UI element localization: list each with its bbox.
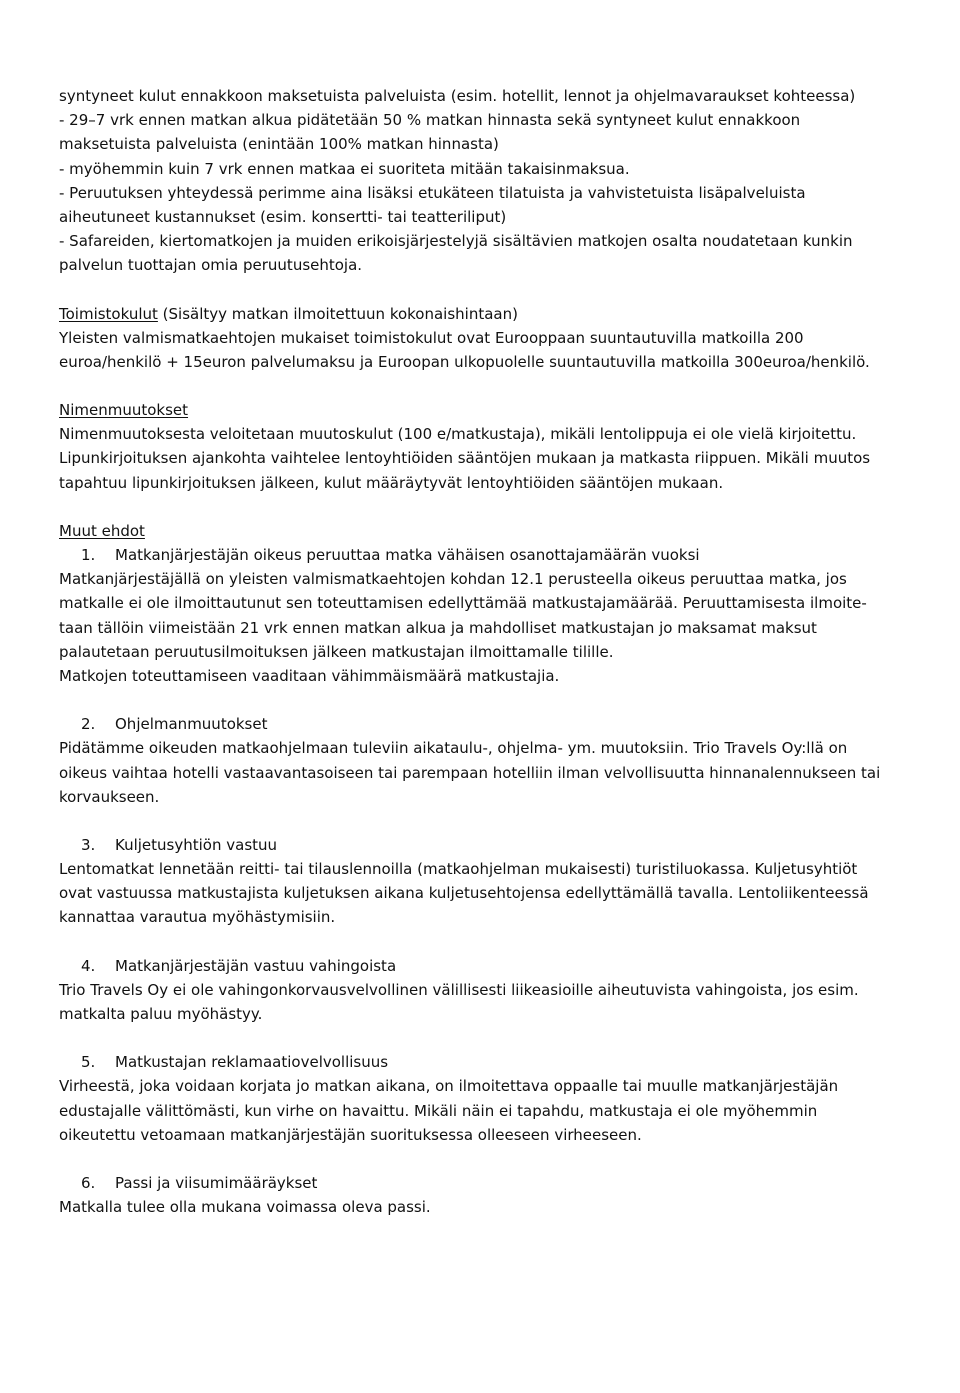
text-line: kannattaa varautua myöhästymisiin. <box>59 908 336 927</box>
numbered-item-title <box>59 1050 901 1074</box>
text-line: syntyneet kulut ennakkoon maksetuista palveluista (esim. hotellit, lennot ja ohjelmavaraukset kohteessa) <box>59 87 856 105</box>
text-line: Trio Travels Oy ei ole vahingonkorvausvelvollinen välillisesti liikeasioille aiheutuvista vahingoista, jos esim. <box>59 980 859 999</box>
text-line: korvaukseen. <box>59 787 160 806</box>
text-line: - myöhemmin kuin 7 vrk ennen matkaa ei suoriteta mitään takaisinmaksua. <box>59 159 630 178</box>
text-line: Matkalla tulee olla mukana voimassa oleva passi. <box>59 1198 431 1217</box>
text-line: - Safareiden, kiertomatkojen ja muiden erikoisjärjestelyjä sisältävien matkojen osalta noudatetaan kunkin <box>59 232 853 251</box>
item-title: Matkanjärjestäjän vastuu vahingoista <box>115 956 397 975</box>
numbered-item-title <box>59 712 901 736</box>
other-terms-section <box>59 519 901 1220</box>
document-page <box>59 84 901 1219</box>
item-number: 3. <box>81 835 96 854</box>
text-line: Pidätämme oikeuden matkaohjelmaan tuleviin aikataulu-, ohjelma- ym. muutoksiin. Trio Travels Oy:llä on <box>59 739 848 758</box>
text-line: palvelun tuottajan omia peruutusehtoja. <box>59 256 363 275</box>
spacer <box>59 495 901 519</box>
text-line: Matkanjärjestäjällä on yleisten valmismatkaehtojen kohdan 12.1 perusteella oikeus peruuttaa matka, jos <box>59 570 847 589</box>
text-line: palautetaan peruutusilmoituksen jälkeen matkustajan ilmoittamalle tilille. <box>59 642 614 661</box>
text-line: - Peruutuksen yhteydessä perimme aina lisäksi etukäteen tilatuista ja vahvistetuista lisäpalveluista <box>59 183 806 202</box>
section-heading: Toimistokulut <box>59 304 158 323</box>
spacer <box>59 930 901 954</box>
spacer <box>59 1147 901 1171</box>
text-line: tapahtuu lipunkirjoituksen jälkeen, kulut määräytyvät lentoyhtiöiden sääntöjen mukaan. <box>59 473 724 492</box>
text-line: - 29–7 vrk ennen matkan alkua pidätetään 50 % matkan hinnasta sekä syntyneet kulut ennakkoon <box>59 111 801 130</box>
text-line: Lentomatkat lennetään reitti- tai tilauslennoilla (matkaohjelman mukaisesti) turistiluokassa. Kuljetusyhtiöt <box>59 860 858 879</box>
item-number: 1. <box>81 546 96 564</box>
text-line: oikeutettu vetoamaan matkanjärjestäjän suorituksessa olleeseen virheeseen. <box>59 1125 642 1144</box>
section-heading-note: (Sisältyy matkan ilmoitettuun kokonaishintaan) <box>157 304 518 323</box>
text-line: aiheutuneet kustannukset (esim. konsertti- tai teatteriliput) <box>59 207 507 226</box>
item-number: 5. <box>81 1053 96 1072</box>
text-line: Lipunkirjoituksen ajankohta vaihtelee lentoyhtiöiden sääntöjen mukaan ja matkasta riippuen. Mikäli muutos <box>59 449 871 468</box>
item-number: 2. <box>81 715 96 734</box>
spacer <box>59 374 901 398</box>
item-title: Matkanjärjestäjän oikeus peruuttaa matka vähäisen osanottajamäärän vuoksi <box>115 546 700 564</box>
numbered-item-title <box>59 1171 901 1195</box>
office-fees-section <box>59 302 901 375</box>
item-title: Matkustajan reklamaatiovelvollisuus <box>115 1053 389 1072</box>
text-line: maksetuista palveluista (enintään 100% matkan hinnasta) <box>59 135 499 154</box>
spacer <box>59 688 901 712</box>
text-line: edustajalle välittömästi, kun virhe on havaittu. Mikäli näin ei tapahdu, matkustaja ei ole myöhemmin <box>59 1101 818 1120</box>
section-heading-line <box>59 302 901 326</box>
text-line: matkalle ei ole ilmoittautunut sen toteuttamisen edellyttämää matkustajamäärää. Peruuttamisesta ilmoite- <box>59 594 867 613</box>
text-line: Yleisten valmismatkaehtojen mukaiset toimistokulut ovat Eurooppaan suuntautuvilla matkoilla 200 <box>59 328 804 347</box>
numbered-item-title <box>59 833 901 857</box>
text-line: Matkojen toteuttamiseen vaaditaan vähimmäismäärä matkustajia. <box>59 666 560 685</box>
text-line: matkalta paluu myöhästyy. <box>59 1005 263 1023</box>
text-line: Virheestä, joka voidaan korjata jo matkan aikana, on ilmoitettava oppaalle tai muulle matkanjärjestäjän <box>59 1077 839 1096</box>
spacer <box>59 278 901 302</box>
item-title: Passi ja viisumimääräykset <box>115 1173 318 1192</box>
numbered-item-title <box>59 543 901 567</box>
cancellation-terms <box>59 84 901 278</box>
numbered-item-title <box>59 954 901 978</box>
text-line: Nimenmuutoksesta veloitetaan muutoskulut (100 e/matkustaja), mikäli lentolippuja ei ole vielä kirjoitettu. <box>59 425 857 444</box>
spacer <box>59 1026 901 1050</box>
item-title: Kuljetusyhtiön vastuu <box>115 835 278 854</box>
item-title: Ohjelmanmuutokset <box>115 715 268 734</box>
section-heading: Nimenmuutokset <box>59 401 189 420</box>
text-line: oikeus vaihtaa hotelli vastaavantasoiseen tai parempaan hotelliin ilman velvollisuutta hinnanalennukseen tai <box>59 763 881 782</box>
spacer <box>59 809 901 833</box>
section-heading: Muut ehdot <box>59 521 145 540</box>
name-changes-section <box>59 398 901 495</box>
text-line: euroa/henkilö + 15euron palvelumaksu ja Euroopan ulkopuolelle suuntautuvilla matkoilla 300euroa/henkilö. <box>59 352 870 371</box>
item-number: 6. <box>81 1173 96 1192</box>
item-number: 4. <box>81 956 96 975</box>
text-line: taan tällöin viimeistään 21 vrk ennen matkan alkua ja mahdolliset matkustajan jo maksamat maksut <box>59 618 817 637</box>
text-line: ovat vastuussa matkustajista kuljetuksen aikana kuljetusehtojensa edellyttämällä tavalla. Lentoliikenteessä <box>59 884 869 903</box>
